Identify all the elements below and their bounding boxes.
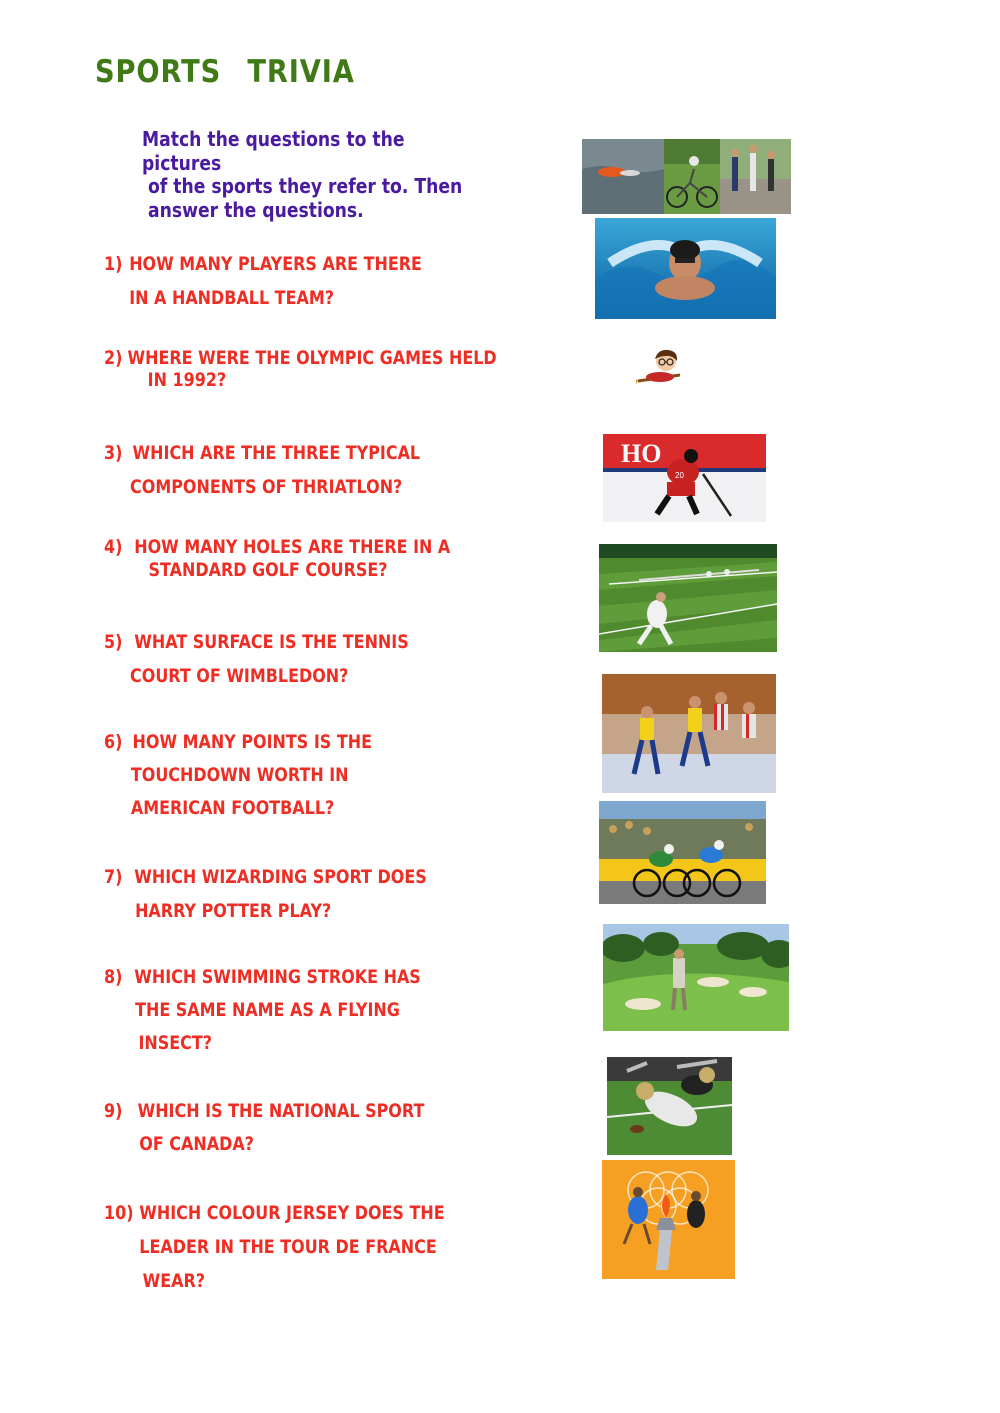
question-text: THE SAME NAME AS A FLYING bbox=[135, 999, 400, 1021]
cycling-race-photo bbox=[599, 801, 766, 904]
svg-text:20: 20 bbox=[675, 471, 684, 480]
question-text: OF CANADA? bbox=[139, 1133, 254, 1155]
question-text: STANDARD GOLF COURSE? bbox=[148, 559, 388, 581]
instructions-line: answer the questions. bbox=[148, 197, 364, 222]
question-text: WEAR? bbox=[142, 1270, 206, 1292]
question-number: 3) bbox=[104, 442, 123, 464]
question-7 bbox=[104, 860, 427, 928]
question-text: WHAT SURFACE IS THE TENNIS bbox=[134, 631, 409, 653]
olympic-torch-photo bbox=[602, 1160, 735, 1279]
question-number: 6) bbox=[104, 731, 123, 753]
question-number: 1) bbox=[104, 253, 123, 275]
question-9 bbox=[104, 1095, 424, 1161]
question-text: AMERICAN FOOTBALL? bbox=[130, 797, 335, 819]
question-number: 9) bbox=[104, 1100, 123, 1122]
american-football-photo bbox=[607, 1057, 732, 1155]
question-10 bbox=[104, 1196, 445, 1298]
question-number: 2) bbox=[104, 347, 123, 369]
question-4 bbox=[104, 536, 450, 582]
question-text: WHICH ARE THE THREE TYPICAL bbox=[132, 442, 421, 464]
question-text: WHICH COLOUR JERSEY DOES THE bbox=[139, 1202, 445, 1224]
question-text: IN 1992? bbox=[147, 369, 227, 391]
ice-hockey-photo bbox=[603, 434, 766, 522]
question-text: COURT OF WIMBLEDON? bbox=[130, 665, 349, 687]
tennis-grass-court-photo bbox=[599, 544, 777, 652]
question-text: HOW MANY PLAYERS ARE THERE bbox=[129, 253, 422, 275]
question-text: HOW MANY HOLES ARE THERE IN A bbox=[134, 536, 451, 558]
question-text: WHICH SWIMMING STROKE HAS bbox=[134, 966, 421, 988]
question-8 bbox=[104, 961, 421, 1060]
question-text: WHERE WERE THE OLYMPIC GAMES HELD bbox=[127, 347, 497, 369]
instructions-line: Match the questions to the pictures bbox=[142, 127, 405, 175]
golf-course-photo bbox=[603, 924, 789, 1031]
question-text: WHICH IS THE NATIONAL SPORT bbox=[137, 1100, 425, 1122]
question-2 bbox=[104, 347, 497, 391]
page-title: SPORTS TRIVIA bbox=[95, 54, 355, 90]
question-6 bbox=[104, 726, 372, 825]
question-text: WHICH WIZARDING SPORT DOES bbox=[134, 866, 427, 888]
question-5 bbox=[104, 625, 409, 693]
butterfly-swimmer-photo bbox=[595, 218, 776, 319]
question-3 bbox=[104, 436, 420, 504]
question-text: TOUCHDOWN WORTH IN bbox=[130, 764, 349, 786]
svg-text:HO: HO bbox=[621, 439, 662, 468]
question-number: 5) bbox=[104, 631, 123, 653]
question-1 bbox=[104, 247, 422, 315]
instructions bbox=[142, 128, 469, 222]
harry-potter-broom-icon bbox=[636, 347, 684, 389]
question-number: 10) bbox=[104, 1202, 134, 1224]
question-text: IN A HANDBALL TEAM? bbox=[129, 287, 334, 309]
question-number: 4) bbox=[104, 536, 123, 558]
question-text: HOW MANY POINTS IS THE bbox=[132, 731, 372, 753]
question-text: HARRY POTTER PLAY? bbox=[135, 900, 332, 922]
question-number: 8) bbox=[104, 966, 123, 988]
question-number: 7) bbox=[104, 866, 123, 888]
instructions-line: of the sports they refer to. Then bbox=[148, 174, 463, 198]
triathlon-photo bbox=[582, 139, 791, 214]
question-text: LEADER IN THE TOUR DE FRANCE bbox=[139, 1236, 437, 1258]
question-text: INSECT? bbox=[138, 1032, 212, 1054]
question-text: COMPONENTS OF THRIATLON? bbox=[130, 476, 403, 498]
handball-photo bbox=[602, 674, 776, 793]
